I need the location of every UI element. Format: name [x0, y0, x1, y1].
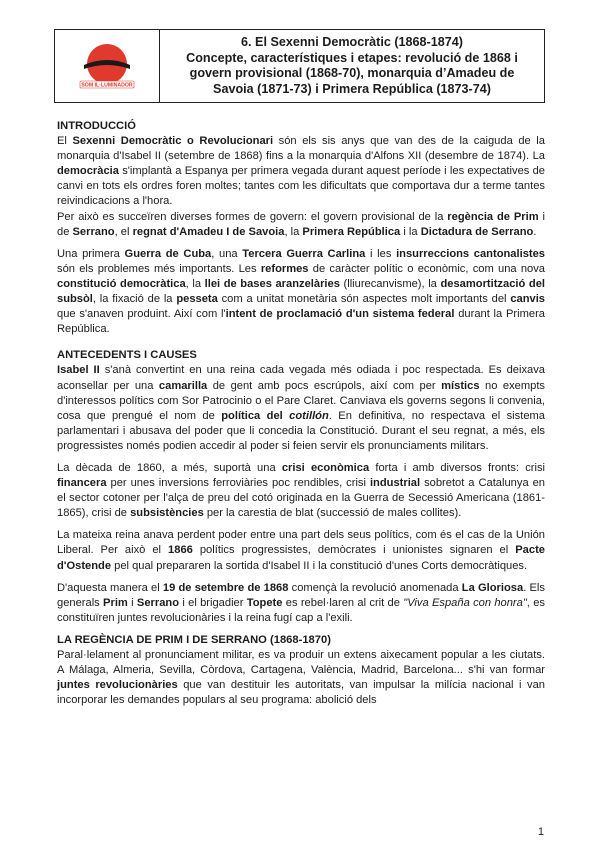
text-run: llei de bases aranzelàries: [204, 277, 340, 290]
text-run: 1866: [168, 544, 193, 557]
text-run: de caràcter polític o econòmic, com una nova: [308, 262, 546, 275]
text-run: cotillón: [289, 409, 329, 422]
text-run: es rebel·laren al crit de: [282, 596, 404, 609]
text-run: , la fixació de la: [92, 293, 177, 306]
text-run: financera: [57, 477, 107, 490]
text-run: Guerra de Cuba: [124, 247, 212, 260]
text-run: , el: [114, 225, 133, 238]
text-run: no exempts d'interessos polítics com Sor Patrocinio o el Pare Claret. Canviava els governs segons li convenia, cosa que prengué el nom de: [57, 379, 545, 422]
text-run: Tercera Guerra Carlina: [242, 247, 366, 260]
text-run: i: [127, 596, 137, 609]
text-run: reformes: [260, 262, 309, 275]
text-run: i la: [400, 225, 421, 238]
text-run: Serrano: [72, 225, 115, 238]
text-run: començà la revolució anomenada: [288, 581, 462, 594]
section-heading-introduccio: INTRODUCCIÓ: [57, 120, 136, 132]
text-run: industrial: [369, 477, 421, 490]
text-run: . En definitiva, no respectava el sistema parlamentari i abusava del poder que li concedia la Constitució. Durant el seu regnat, a més, els progressistes només podien accedir al poder si feien servir els pronunciaments militars.: [57, 409, 545, 452]
text-run: són els problemes més importants. Les: [57, 262, 261, 275]
text-run: Pacte d'Ostende: [57, 544, 545, 572]
text-run: que van destituir les autoritats, van impulsar la milícia nacional i van incorporar les demandes populars al seu programa: abolició dels: [57, 679, 545, 707]
text-run: .: [533, 225, 537, 238]
text-run: Sexenni Democràtic o Revolucionari: [72, 135, 274, 148]
text-run: La Gloriosa: [461, 581, 524, 594]
paragraph: [57, 648, 545, 708]
logo-cell: [55, 30, 160, 102]
text-run: juntes revolucionàries: [57, 679, 178, 692]
text-run: Per això es succeïren diverses formes de govern: el govern provisional de la: [57, 210, 448, 223]
text-run: que s'anaven produint. Així com l': [57, 308, 226, 321]
paragraph: [57, 528, 545, 573]
text-run: Serrano: [136, 596, 180, 609]
text-run: sobretot a Catalunya en el sector cotoner per l'alça de preu del cotó originada en la Guerra de Secessió Americana (1861-1865), crisi de: [57, 477, 546, 520]
paragraph: [57, 581, 545, 626]
text-run: D'aquesta manera el: [57, 581, 163, 594]
title-line-1: 6. El Sexenni Democràtic (1868-1874): [241, 35, 463, 49]
text-run: 19 de setembre de 1868: [162, 581, 289, 594]
text-run: Prim: [103, 596, 128, 609]
text-run: durant la Primera República.: [57, 308, 545, 336]
text-run: i el brigadier: [179, 596, 247, 609]
text-run: per la carestia de blat (successió de males collites).: [203, 507, 462, 520]
text-run: canvis: [510, 293, 545, 306]
paragraph: [57, 247, 545, 338]
title-line-3: govern provisional (1868-70), monarquia d’Amadeu de: [189, 66, 515, 80]
title-line-2: Concepte, característiques i etapes: revolució de 1868 i: [186, 50, 518, 65]
text-run: Una primera: [57, 247, 125, 260]
text-run: pel qual prepararen la sortida d'Isabel II i la constitució d'unes Corts democràtiques.: [111, 559, 528, 572]
text-run: , la: [185, 277, 205, 290]
text-run: democràcia: [57, 165, 119, 178]
logo-text: SOM IL·LUMINADOR: [81, 82, 133, 89]
text-run: insurreccions cantonalistes: [396, 247, 545, 260]
text-run: i les: [365, 247, 397, 260]
page-number: 1: [537, 826, 544, 838]
section-heading-antecedents: ANTECEDENTS I CAUSES: [57, 349, 197, 362]
text-run: per unes inversions ferroviàries poc rendibles, crisi: [106, 477, 370, 490]
text-run: intent de proclamació d'un sistema federal: [225, 308, 455, 321]
document-title: [160, 30, 544, 102]
text-run: Isabel II: [57, 364, 100, 377]
text-run: Paral·lelament al pronunciament militar, es va produir un extens aixecament popular a les ciutats. A Málaga, Almeria, Sevilla, Còrdova, Cartagena, València, Madrid, Barcelona... s'hi van formar: [57, 649, 545, 677]
paragraph: [57, 461, 545, 521]
logo-icon: [72, 41, 142, 91]
text-run: són els sis anys que van des de la caiguda de la monarquia d'Isabel II (setembre de 1868) fins a la monarquia d'Alfons XII (desembre de 1874). La: [57, 135, 545, 163]
text-run: , una: [211, 247, 243, 260]
text-run: místics: [441, 379, 480, 392]
text-run: subsistències: [130, 507, 204, 520]
paragraph: [57, 134, 545, 209]
text-run: s'implantà a Espanya per primera vegada durant aquest període i les expectatives de canvi en tots els ordres foren moltes; tantes com les dificultats que comportava dur a terme tantes reivindicacions a l'hora.: [57, 165, 545, 208]
text-run: (lliurecanvisme), la: [339, 277, 441, 290]
text-run: Topete: [246, 596, 283, 609]
text-run: Primera República: [302, 225, 401, 238]
text-run: constitució democràtica: [57, 277, 186, 290]
text-run: i de: [57, 210, 545, 238]
text-run: política del: [221, 409, 290, 422]
text-run: camarilla: [158, 379, 208, 392]
text-run: Dictadura de Serrano: [420, 225, 534, 238]
text-run: , la: [284, 225, 303, 238]
text-run: forta i amb diversos fronts: crisi: [369, 461, 545, 474]
title-line-4: Savoia (1871-73) i Primera República (1873-74): [213, 81, 491, 96]
text-run: regència de Prim: [447, 210, 539, 223]
text-run: . Els generals: [57, 581, 545, 609]
text-run: "Viva España con honra": [403, 596, 527, 609]
text-run: polítics progressistes, demòcrates i unionistes signaren el: [192, 544, 516, 557]
section-heading-regencia: LA REGÈNCIA DE PRIM I DE SERRANO (1868-1870): [57, 633, 331, 646]
text-run: s'anà convertint en una reina cada vegada més odiada i poc respectada. Es deixava aconsellar per una: [57, 364, 545, 392]
text-run: La mateixa reina anava perdent poder entre una part dels seus polítics, com és el cas de la Unión Liberal. Per això el: [57, 529, 545, 557]
text-run: com a unitat monetària són aspectes molt importants del: [217, 293, 511, 306]
text-run: desamortització del subsòl: [57, 277, 545, 306]
paragraph: [57, 210, 545, 240]
text-run: pesseta: [176, 293, 218, 306]
text-run: regnat d'Amadeu I de Savoia: [132, 225, 285, 238]
text-run: El: [57, 135, 73, 148]
text-run: , es constituïren juntes revolucionàries i la reina fugí cap a l'exili.: [57, 596, 545, 624]
text-run: La dècada de 1860, a més, suportà una: [57, 461, 282, 474]
document-body: [57, 119, 545, 708]
document-header: [54, 29, 545, 103]
text-run: de gent amb pocs escrúpols, així com per: [207, 379, 442, 392]
paragraph: [57, 363, 545, 454]
text-run: crisi econòmica: [281, 461, 370, 474]
